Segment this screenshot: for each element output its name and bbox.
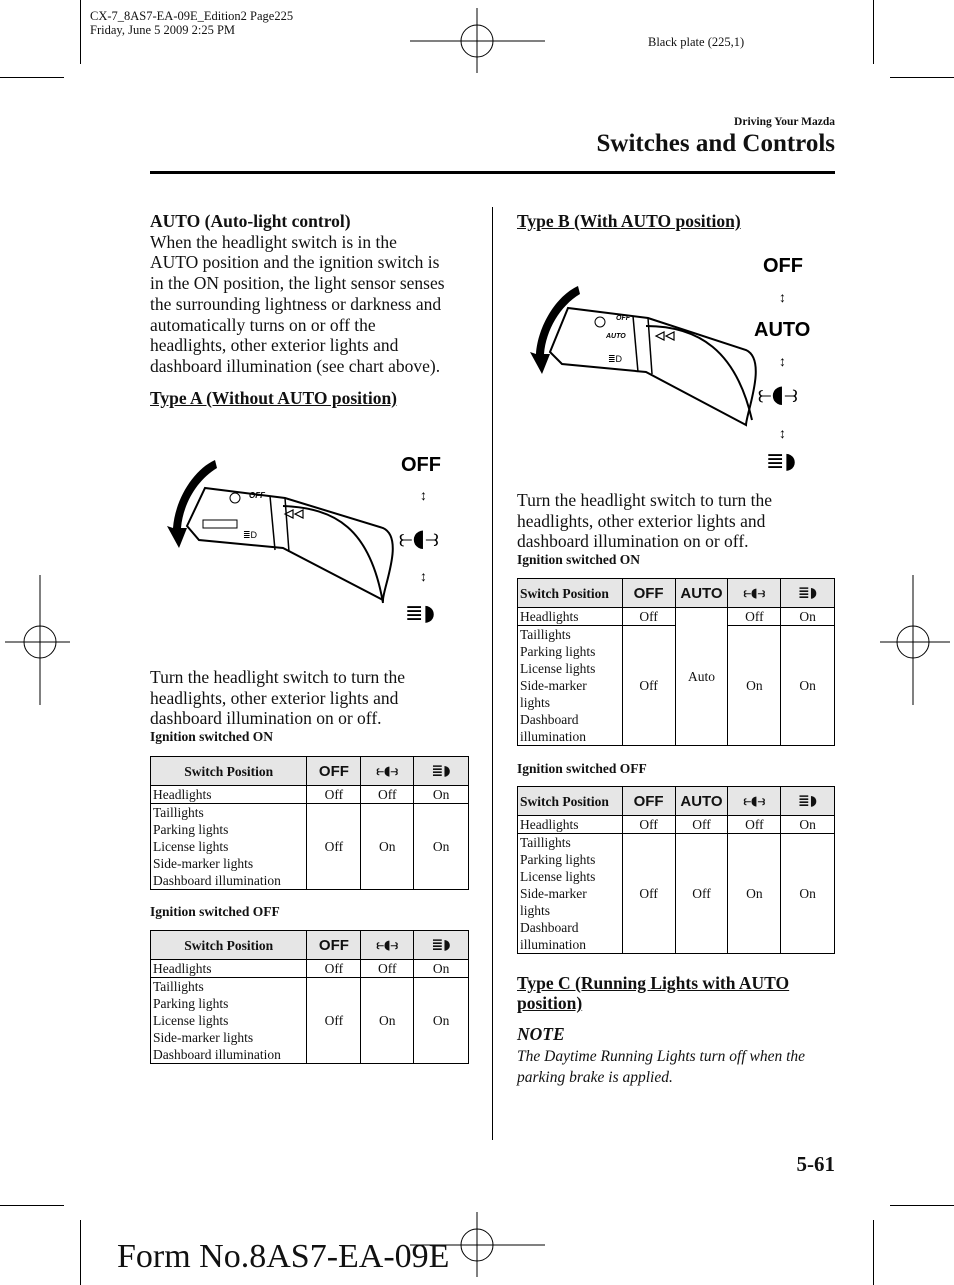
type-b-turn-text — [517, 490, 837, 552]
label-line: Taillights — [153, 805, 204, 820]
form-number: Form No.8AS7-EA-09E — [117, 1238, 450, 1275]
svg-text:AUTO: AUTO — [606, 333, 626, 340]
cell: Off — [728, 608, 781, 626]
label-line: Side-marker — [520, 678, 587, 693]
table-header-row — [518, 787, 835, 816]
table-row — [518, 816, 835, 834]
table-header-row — [518, 579, 835, 608]
parking-lights-icon: ⥼◖⥽ — [361, 931, 414, 960]
crop-mark — [0, 1205, 64, 1206]
row-label — [518, 626, 623, 746]
switch-position-header: Switch Position — [151, 931, 307, 960]
auto-symbol: AUTO — [675, 787, 728, 816]
label-line: Taillights — [520, 627, 571, 642]
figure-off-label: OFF — [763, 255, 803, 277]
parking-lights-icon: ⥼◖⥽ — [728, 787, 781, 816]
table-row — [151, 960, 469, 978]
svg-text:≣D: ≣D — [243, 530, 258, 540]
table-header-row — [151, 931, 469, 960]
svg-text:OFF: OFF — [249, 491, 265, 500]
ignition-on-label: Ignition switched ON — [150, 729, 274, 744]
type-b-on-table — [517, 578, 835, 746]
cell: Off — [622, 816, 675, 834]
row-label: Headlights — [518, 608, 623, 626]
cell: On — [781, 816, 835, 834]
crop-mark — [890, 77, 954, 78]
page-number: 5-61 — [796, 1152, 835, 1176]
row-label — [151, 978, 307, 1064]
label-line: Parking lights — [153, 822, 229, 837]
svg-text:↕: ↕ — [779, 353, 786, 369]
svg-text:⥼◖⥽: ⥼◖⥽ — [758, 380, 798, 408]
text-line: When the headlight switch is in the — [150, 231, 397, 252]
svg-text:↕: ↕ — [779, 289, 786, 305]
type-b-off-table — [517, 786, 835, 954]
ignition-on-label: Ignition switched ON — [517, 552, 641, 567]
plate-label: Black plate (225,1) — [648, 35, 745, 49]
text-line: Turn the headlight switch to turn the — [150, 667, 406, 687]
cell: Off — [622, 626, 675, 746]
label-line: Parking lights — [520, 644, 596, 659]
cell: On — [728, 626, 781, 746]
type-a-off-table — [150, 930, 469, 1064]
label-line: Taillights — [153, 979, 204, 994]
text-line: dashboard illumination on or off. — [150, 708, 382, 729]
auto-symbol: AUTO — [675, 579, 728, 608]
svg-text:⥼◖⥽: ⥼◖⥽ — [399, 524, 439, 552]
label-line: Dashboard — [520, 920, 579, 935]
text-line: AUTO position and the ignition switch is — [150, 252, 440, 273]
crop-mark — [873, 1220, 874, 1285]
svg-text:↕: ↕ — [420, 487, 427, 503]
cell: Off — [622, 608, 675, 626]
svg-text:↕: ↕ — [779, 425, 786, 441]
label-line: Dashboard illumination — [153, 1047, 281, 1062]
cell: On — [414, 960, 469, 978]
row-label: Headlights — [518, 816, 623, 834]
off-symbol: OFF — [307, 757, 361, 786]
cell: Off — [675, 816, 728, 834]
crop-mark — [80, 0, 81, 64]
type-a-heading: Type A (Without AUTO position) — [150, 388, 398, 408]
ignition-off-label: Ignition switched OFF — [517, 761, 647, 776]
label-line: Parking lights — [153, 996, 229, 1011]
table-row — [151, 978, 469, 1064]
row-label — [151, 804, 307, 890]
cell: On — [781, 608, 835, 626]
auto-section — [150, 211, 480, 377]
row-label — [518, 834, 623, 954]
figure-off-label: OFF — [401, 454, 441, 476]
cell: Off — [307, 960, 361, 978]
svg-text:≣◗: ≣◗ — [405, 601, 436, 626]
cell-auto: Auto — [675, 608, 728, 746]
label-line: License lights — [520, 869, 596, 884]
label-line: Side-marker lights — [153, 856, 254, 871]
off-symbol: OFF — [622, 579, 675, 608]
crop-mark — [80, 1220, 81, 1285]
text-line: headlights, other exterior lights and — [150, 335, 399, 356]
text-line: Turn the headlight switch to turn the — [517, 490, 773, 510]
cell: On — [728, 834, 781, 954]
cell: On — [361, 978, 414, 1064]
label-line: Dashboard illumination — [153, 873, 281, 888]
off-symbol: OFF — [622, 787, 675, 816]
text-line: headlights, other exterior lights and — [150, 687, 399, 708]
note-label: NOTE — [517, 1024, 565, 1044]
cell: Off — [361, 960, 414, 978]
label-line: lights — [520, 903, 551, 918]
label-line: License lights — [153, 839, 229, 854]
crop-mark — [873, 0, 874, 64]
label-line: Side-marker — [520, 886, 587, 901]
cell: Off — [307, 786, 361, 804]
headlights-icon: ≣◗ — [414, 757, 469, 786]
svg-text:↕: ↕ — [420, 568, 427, 584]
headlights-icon: ≣◗ — [414, 931, 469, 960]
table-row — [151, 804, 469, 890]
crop-mark — [890, 1205, 954, 1206]
type-b-heading: Type B (With AUTO position) — [517, 211, 741, 231]
heading-line: position) — [517, 993, 583, 1013]
cell: On — [414, 804, 469, 890]
date-line: Friday, June 5 2009 2:25 PM — [90, 23, 236, 37]
table-row — [151, 786, 469, 804]
text-line: dashboard illumination (see chart above). — [150, 355, 441, 376]
switch-position-header: Switch Position — [518, 787, 623, 816]
cell: Off — [307, 978, 361, 1064]
headlights-icon: ≣◗ — [781, 579, 835, 608]
text-line: the surrounding lightness or darkness and — [150, 293, 442, 314]
row-label: Headlights — [151, 960, 307, 978]
file-info — [90, 9, 293, 37]
cell: Off — [622, 834, 675, 954]
cell: Off — [728, 816, 781, 834]
label-line: License lights — [520, 661, 596, 676]
cell: Off — [675, 834, 728, 954]
svg-text:OFF: OFF — [616, 315, 630, 322]
label-line: License lights — [153, 1013, 229, 1028]
label-line: Parking lights — [520, 852, 596, 867]
type-a-switch-illustration — [165, 448, 455, 633]
cell: On — [361, 804, 414, 890]
header-rule — [150, 171, 835, 174]
column-divider — [492, 207, 493, 1140]
table-row — [518, 834, 835, 954]
off-symbol: OFF — [307, 931, 361, 960]
parking-lights-icon: ⥼◖⥽ — [361, 757, 414, 786]
text-line: in the ON position, the light sensor senses — [150, 273, 445, 294]
label-line: Dashboard — [520, 712, 579, 727]
cell: Off — [361, 786, 414, 804]
label-line: lights — [520, 695, 551, 710]
label-line: Side-marker lights — [153, 1030, 254, 1045]
note-line: The Daytime Running Lights turn off when the — [517, 1048, 806, 1065]
type-c-heading — [517, 973, 789, 1013]
ignition-off-label: Ignition switched OFF — [150, 904, 280, 919]
cell: Off — [307, 804, 361, 890]
label-line: illumination — [520, 729, 586, 744]
cell: On — [781, 834, 835, 954]
text-line: headlights, other exterior lights and — [517, 510, 766, 531]
note-line: parking brake is applied. — [517, 1068, 673, 1086]
text-line: automatically turns on or off the — [150, 314, 376, 335]
type-a-on-table — [150, 756, 469, 890]
table-row — [518, 608, 835, 626]
svg-text:≣D: ≣D — [608, 354, 623, 364]
crop-mark — [0, 77, 64, 78]
registration-mark-left — [5, 575, 70, 705]
section-label: Driving Your Mazda — [734, 116, 835, 128]
page-title: Switches and Controls — [596, 130, 835, 157]
parking-lights-icon: ⥼◖⥽ — [728, 579, 781, 608]
label-line: illumination — [520, 937, 586, 952]
type-a-turn-text — [150, 667, 480, 729]
cell: On — [414, 978, 469, 1064]
note-text — [517, 1047, 805, 1088]
file-line: CX-7_8AS7-EA-09E_Edition2 Page225 — [90, 9, 294, 23]
text-line: dashboard illumination on or off. — [517, 531, 749, 552]
auto-text — [150, 232, 480, 377]
type-b-switch-illustration — [530, 250, 830, 475]
headlights-icon: ≣◗ — [781, 787, 835, 816]
cell: On — [414, 786, 469, 804]
heading-line: Type C (Running Lights with AUTO — [517, 973, 790, 993]
table-header-row — [151, 757, 469, 786]
cell: On — [781, 626, 835, 746]
figure-auto-label: AUTO — [754, 319, 811, 341]
switch-position-header: Switch Position — [518, 579, 623, 608]
registration-mark-right — [880, 575, 950, 705]
switch-position-header: Switch Position — [151, 757, 307, 786]
auto-heading: AUTO (Auto-light control) — [150, 211, 351, 231]
label-line: Taillights — [520, 835, 571, 850]
registration-mark-top — [410, 8, 545, 73]
row-label: Headlights — [151, 786, 307, 804]
svg-text:≣◗: ≣◗ — [766, 449, 797, 474]
